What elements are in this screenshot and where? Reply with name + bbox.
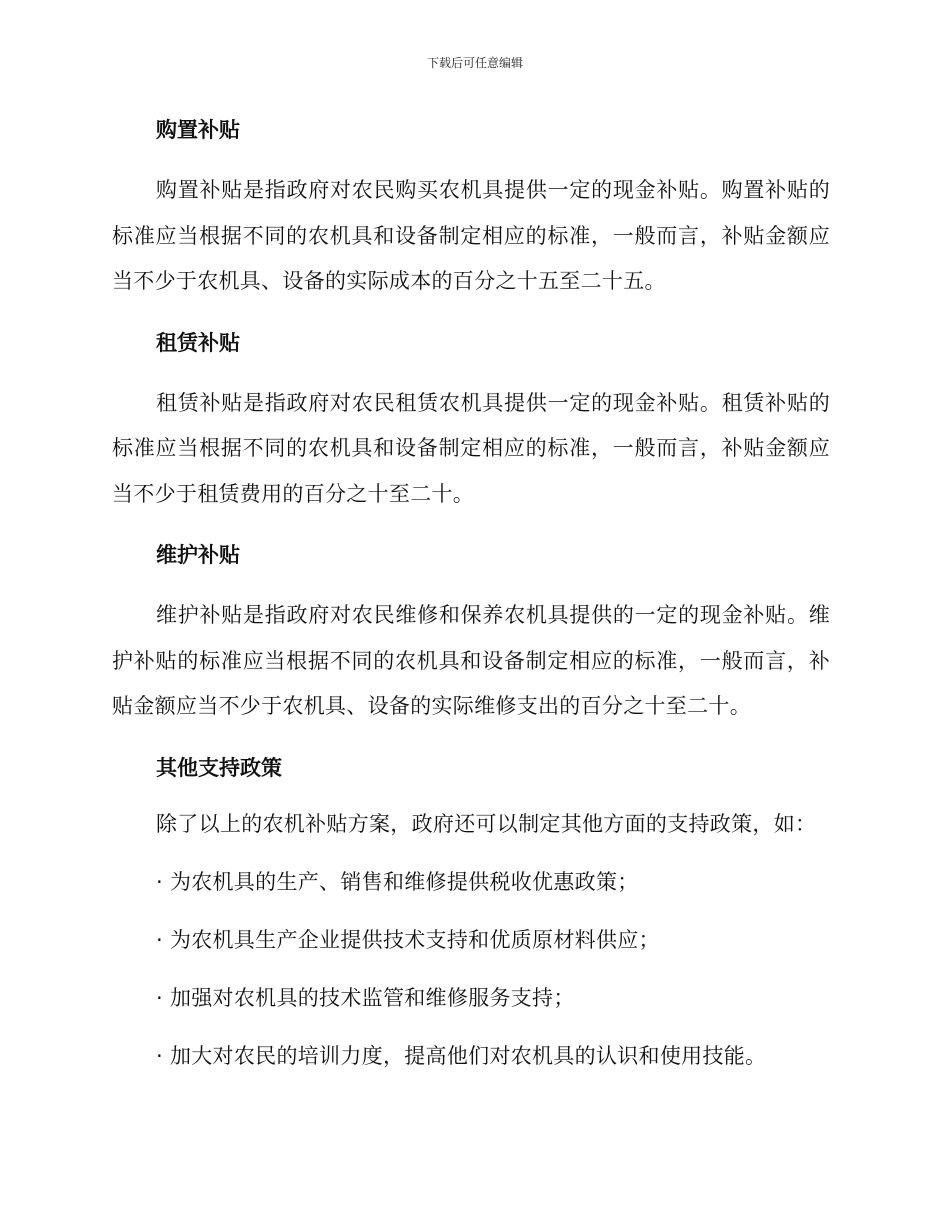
- section-lease-subsidy: [112, 325, 830, 518]
- list-item: · 加大对农民的培训力度，提高他们对农机具的认识和使用技能。: [156, 1043, 767, 1068]
- section-heading: 维护补贴: [156, 543, 240, 567]
- list-item: · 为农机具的生产、销售和维修提供税收优惠政策；: [156, 869, 639, 894]
- section-intro: 除了以上的农机补贴方案，政府还可以制定其他方面的支持政策，如：: [156, 811, 817, 836]
- section-purchase-subsidy: [112, 112, 830, 305]
- section-heading: 其他支持政策: [156, 755, 282, 780]
- section-heading: 购置补贴: [156, 118, 240, 142]
- section-paragraph: 维护补贴是指政府对农民维修和保养农机具提供的一定的现金补贴。维护补贴的标准应当根据不同的农机具和设备制定相应的标准，一般而言，补贴金额应当不少于农机具、设备的实际维修支出的百分之十至二十。: [112, 603, 830, 718]
- section-paragraph: 租赁补贴是指政府对农民租赁农机具提供一定的现金补贴。租赁补贴的标准应当根据不同的农机具和设备制定相应的标准，一般而言，补贴金额应当不少于租赁费用的百分之十至二十。: [112, 390, 830, 506]
- section-paragraph: 购置补贴是指政府对农民购买农机具提供一定的现金补贴。购置补贴的标准应当根据不同的农机具和设备制定相应的标准，一般而言，补贴金额应当不少于农机具、设备的实际成本的百分之十五至二十五。: [112, 178, 830, 293]
- list-item: · 加强对农机具的技术监管和维修服务支持；: [156, 985, 575, 1010]
- policy-list: [112, 864, 830, 1074]
- section-maintenance-subsidy: [112, 537, 830, 730]
- document-body: [112, 112, 830, 1096]
- section-other-policies: [112, 750, 830, 1074]
- header-note: 下载后可任意编辑: [426, 56, 523, 70]
- list-item: · 为农机具生产企业提供技术支持和优质原材料供应；: [156, 927, 660, 952]
- section-heading: 租赁补贴: [156, 330, 240, 355]
